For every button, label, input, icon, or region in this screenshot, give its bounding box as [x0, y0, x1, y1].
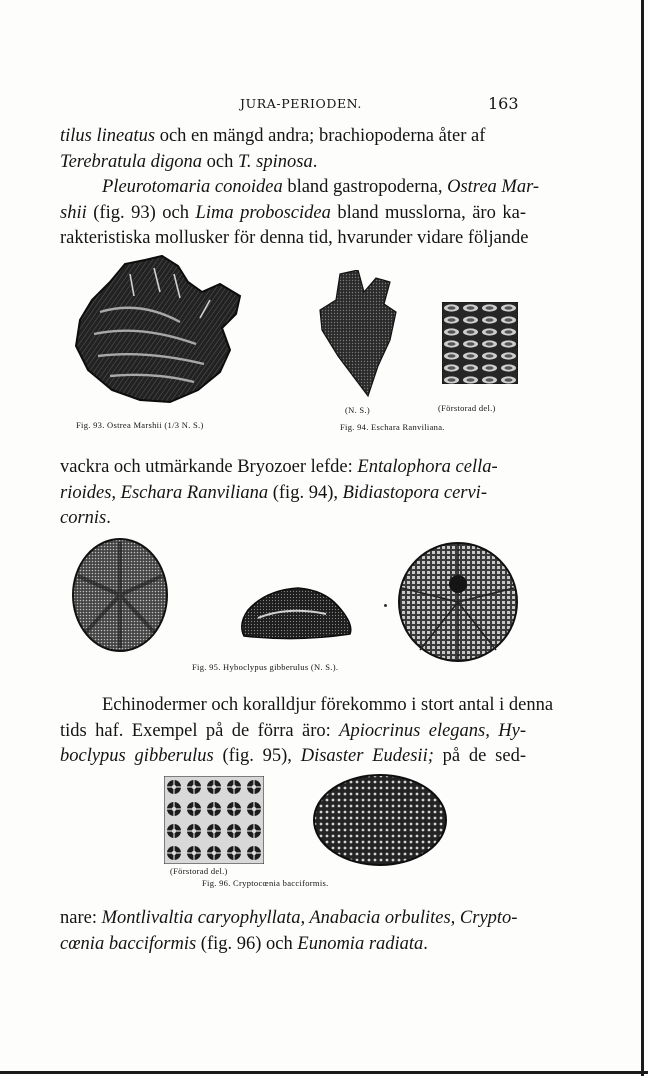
- italic-text-run: Apiocrinus elegans, Hy-: [339, 720, 526, 741]
- figure-93-ostrea-marshii: [70, 252, 250, 414]
- text-line: [60, 906, 526, 932]
- text-run: bland musslorna, äro ka-: [330, 202, 526, 223]
- text-run: (fig. 93) och: [86, 202, 196, 223]
- paragraph-4: [60, 693, 554, 770]
- text-run: rakteristiska mollusker för denna tid, hvarunder vidare följande: [60, 228, 529, 248]
- figure-93-caption: Fig. 93. Ostrea Marshii (1/3 N. S.): [76, 420, 204, 430]
- text-line: [60, 693, 554, 719]
- italic-text-run: boclypus gibberulus: [60, 746, 214, 766]
- paragraph-5: [60, 906, 526, 957]
- paragraph-2: [60, 175, 540, 252]
- figure-94-eschara-fragment: [318, 270, 400, 400]
- text-run: och: [202, 151, 238, 172]
- text-run: .: [423, 933, 428, 954]
- text-run: (fig. 95),: [213, 746, 301, 766]
- text-run: nare:: [60, 908, 102, 928]
- figure-94-label-ns: (N. S.): [345, 405, 371, 415]
- italic-text-run: Eunomia radiata: [297, 933, 424, 954]
- text-line: [60, 455, 526, 481]
- paragraph-1: [60, 124, 526, 175]
- italic-text-run: cornis: [60, 508, 107, 528]
- text-run: .: [312, 151, 318, 172]
- text-run: .: [106, 508, 111, 528]
- italic-text-run: tilus lineatus: [60, 126, 156, 146]
- text-run: vackra och utmärkande Bryozoer lefde:: [60, 457, 358, 477]
- text-line: [60, 175, 540, 201]
- page-edge-bottom: [0, 1071, 648, 1074]
- text-line: [60, 744, 526, 770]
- page-edge-right: [641, 0, 644, 1076]
- figure-94-enlarged-detail: [442, 302, 518, 384]
- italic-text-run: Disaster Eudesii;: [300, 746, 434, 766]
- text-run: Echinodermer och koralldjur förekommo i stort antal i denna: [102, 695, 554, 715]
- italic-text-run: T. spinosa: [238, 151, 313, 172]
- text-line: [60, 719, 526, 745]
- italic-text-run: Montlivaltia caryophyllata, Anabacia orbulites, Crypto-: [101, 908, 518, 928]
- text-run: tids haf. Exempel på de förra äro:: [60, 720, 340, 741]
- text-line: [60, 481, 526, 507]
- stray-mark: [384, 604, 387, 607]
- figure-95-bottom-view: [396, 540, 520, 664]
- text-line: [60, 150, 526, 176]
- text-run: på de sed-: [433, 746, 527, 766]
- italic-text-run: Pleurotomaria conoidea: [102, 177, 283, 197]
- text-run: (fig. 94),: [268, 482, 343, 503]
- text-line: [60, 226, 529, 252]
- figure-96-colony: [312, 773, 448, 867]
- paragraph-3: [60, 455, 526, 532]
- text-run: bland gastropoderna,: [282, 177, 448, 197]
- page-number: 163: [488, 94, 519, 113]
- text-line: [60, 124, 526, 150]
- text-run: (fig. 96) och: [196, 933, 298, 954]
- figure-95-top-view: [70, 536, 170, 654]
- figure-96-label-enlarged: (Förstorad del.): [170, 866, 228, 876]
- italic-text-run: Lima proboscidea: [195, 202, 331, 223]
- running-head: JURA-PERIODEN.: [240, 96, 362, 111]
- italic-text-run: Entalophora cella-: [357, 457, 498, 477]
- text-run: och en mängd andra; brachiopoderna åter af: [155, 126, 486, 146]
- italic-text-run: rioides, Eschara Ranviliana: [60, 482, 269, 503]
- text-line: [60, 932, 526, 958]
- italic-text-run: shii: [60, 202, 87, 223]
- text-line: [60, 201, 526, 227]
- italic-text-run: cœnia bacciformis: [60, 933, 197, 954]
- text-line: [60, 506, 526, 532]
- figure-96-caption: Fig. 96. Cryptocœnia bacciformis.: [202, 878, 329, 888]
- figure-95-caption: Fig. 95. Hyboclypus gibberulus (N. S.).: [192, 662, 339, 672]
- italic-text-run: Terebratula digona: [60, 151, 203, 172]
- italic-text-run: Bidiastopora cervi-: [342, 482, 487, 503]
- italic-text-run: Ostrea Mar-: [447, 177, 540, 197]
- figure-96-enlarged-detail: [164, 776, 264, 864]
- figure-94-caption: Fig. 94. Eschara Ranviliana.: [340, 422, 445, 432]
- figure-94-label-enlarged: (Förstorad del.): [438, 403, 496, 413]
- figure-95-side-view: [238, 584, 354, 640]
